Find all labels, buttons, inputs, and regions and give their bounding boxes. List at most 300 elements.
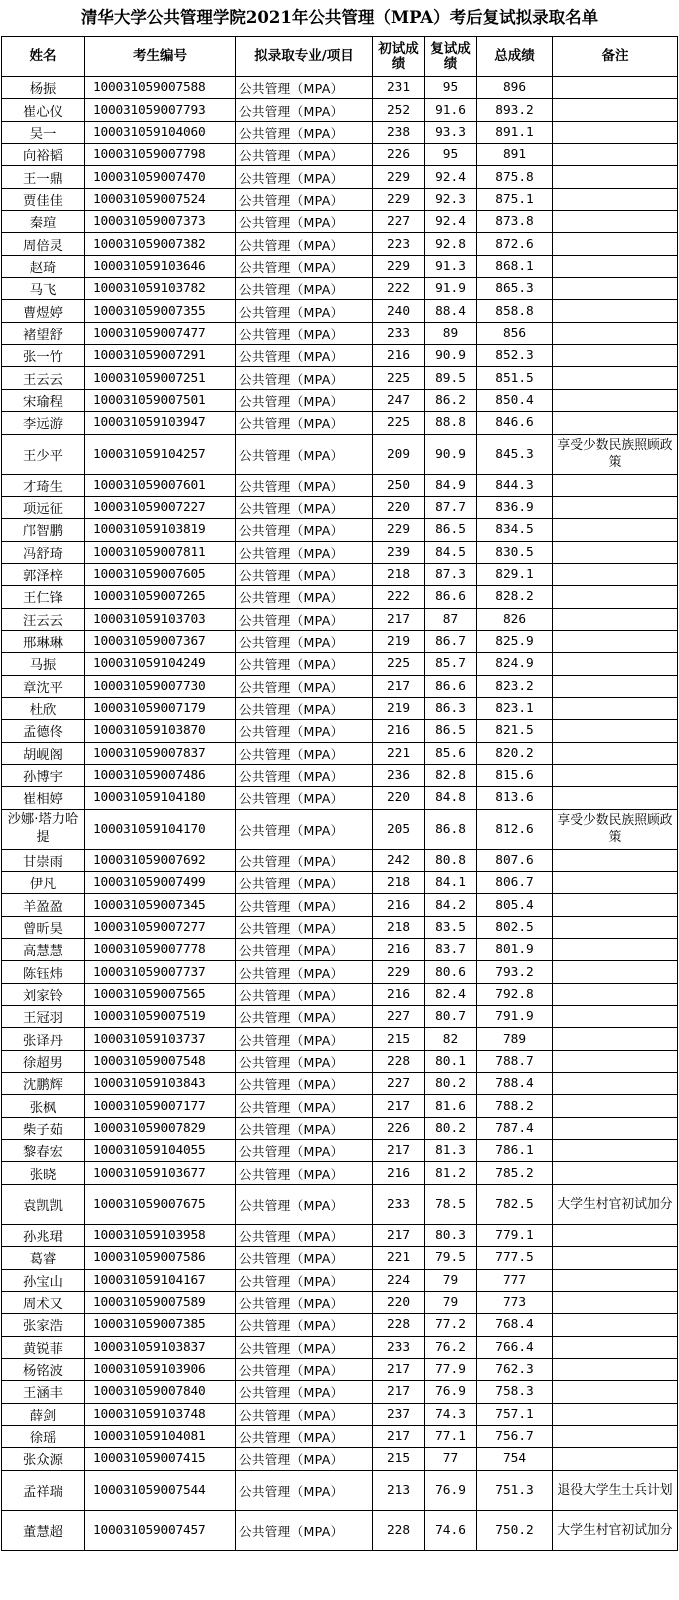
cell-note xyxy=(553,322,678,344)
cell-retest-score: 91.6 xyxy=(425,99,477,121)
table-header-row xyxy=(2,37,678,77)
cell-major: 公共管理（MPA） xyxy=(236,1291,373,1313)
cell-major: 公共管理（MPA） xyxy=(236,1028,373,1050)
cell-major: 公共管理（MPA） xyxy=(236,144,373,166)
cell-candidate-id: 100031059007548 xyxy=(85,1050,236,1072)
cell-note xyxy=(553,541,678,563)
cell-total-score: 829.1 xyxy=(477,563,553,585)
cell-prelim-score: 217 xyxy=(373,608,425,630)
cell-name: 郭泽梓 xyxy=(2,563,85,585)
cell-note xyxy=(553,1095,678,1117)
cell-candidate-id: 100031059103748 xyxy=(85,1403,236,1425)
cell-candidate-id: 100031059007499 xyxy=(85,872,236,894)
cell-major: 公共管理（MPA） xyxy=(236,1336,373,1358)
cell-note xyxy=(553,1448,678,1470)
cell-name: 杨振 xyxy=(2,77,85,99)
cell-major: 公共管理（MPA） xyxy=(236,764,373,786)
cell-name: 吴一 xyxy=(2,121,85,143)
cell-major: 公共管理（MPA） xyxy=(236,211,373,233)
table-row xyxy=(2,541,678,563)
cell-major: 公共管理（MPA） xyxy=(236,166,373,188)
cell-name: 张一竹 xyxy=(2,345,85,367)
cell-prelim-score: 229 xyxy=(373,166,425,188)
cell-major: 公共管理（MPA） xyxy=(236,1510,373,1550)
cell-prelim-score: 216 xyxy=(373,1162,425,1184)
cell-note xyxy=(553,1358,678,1380)
cell-candidate-id: 100031059007277 xyxy=(85,916,236,938)
cell-major: 公共管理（MPA） xyxy=(236,787,373,809)
table-row xyxy=(2,322,678,344)
cell-name: 董慧超 xyxy=(2,1510,85,1550)
cell-name: 孟祥瑞 xyxy=(2,1470,85,1510)
cell-name: 马飞 xyxy=(2,278,85,300)
cell-candidate-id: 100031059103737 xyxy=(85,1028,236,1050)
cell-prelim-score: 226 xyxy=(373,144,425,166)
cell-name: 黄锐菲 xyxy=(2,1336,85,1358)
cell-note xyxy=(553,1117,678,1139)
cell-note xyxy=(553,894,678,916)
cell-note xyxy=(553,653,678,675)
cell-major: 公共管理（MPA） xyxy=(236,389,373,411)
cell-candidate-id: 100031059007457 xyxy=(85,1510,236,1550)
cell-candidate-id: 100031059007837 xyxy=(85,742,236,764)
table-row xyxy=(2,434,678,474)
cell-name: 褚望舒 xyxy=(2,322,85,344)
cell-major: 公共管理（MPA） xyxy=(236,367,373,389)
cell-total-score: 791.9 xyxy=(477,1006,553,1028)
cell-total-score: 805.4 xyxy=(477,894,553,916)
cell-total-score: 792.8 xyxy=(477,983,553,1005)
cell-note xyxy=(553,1291,678,1313)
cell-retest-score: 76.9 xyxy=(425,1470,477,1510)
cell-name: 沈鹏辉 xyxy=(2,1073,85,1095)
cell-note xyxy=(553,720,678,742)
cell-retest-score: 87.7 xyxy=(425,496,477,518)
cell-total-score: 834.5 xyxy=(477,519,553,541)
cell-candidate-id: 100031059007605 xyxy=(85,563,236,585)
cell-total-score: 813.6 xyxy=(477,787,553,809)
cell-total-score: 868.1 xyxy=(477,255,553,277)
cell-retest-score: 93.3 xyxy=(425,121,477,143)
table-row xyxy=(2,519,678,541)
cell-prelim-score: 215 xyxy=(373,1028,425,1050)
cell-note xyxy=(553,1269,678,1291)
cell-prelim-score: 228 xyxy=(373,1510,425,1550)
cell-candidate-id: 100031059104167 xyxy=(85,1269,236,1291)
cell-note xyxy=(553,1314,678,1336)
cell-retest-score: 76.2 xyxy=(425,1336,477,1358)
cell-candidate-id: 100031059007355 xyxy=(85,300,236,322)
cell-prelim-score: 239 xyxy=(373,541,425,563)
cell-retest-score: 77.9 xyxy=(425,1358,477,1380)
table-row xyxy=(2,1140,678,1162)
cell-note: 享受少数民族照顾政策 xyxy=(553,434,678,474)
cell-note xyxy=(553,961,678,983)
cell-retest-score: 84.2 xyxy=(425,894,477,916)
cell-name: 邝智鹏 xyxy=(2,519,85,541)
cell-total-score: 756.7 xyxy=(477,1425,553,1447)
cell-total-score: 801.9 xyxy=(477,939,553,961)
cell-note xyxy=(553,1050,678,1072)
cell-total-score: 758.3 xyxy=(477,1381,553,1403)
cell-name: 王冠羽 xyxy=(2,1006,85,1028)
cell-name: 马振 xyxy=(2,653,85,675)
cell-name: 孙兆珺 xyxy=(2,1224,85,1246)
table-row xyxy=(2,188,678,210)
cell-name: 赵琦 xyxy=(2,255,85,277)
cell-total-score: 779.1 xyxy=(477,1224,553,1246)
cell-candidate-id: 100031059007730 xyxy=(85,675,236,697)
cell-major: 公共管理（MPA） xyxy=(236,345,373,367)
cell-retest-score: 78.5 xyxy=(425,1184,477,1224)
cell-total-score: 851.5 xyxy=(477,367,553,389)
table-row xyxy=(2,720,678,742)
table-row xyxy=(2,675,678,697)
cell-retest-score: 79 xyxy=(425,1291,477,1313)
cell-note xyxy=(553,278,678,300)
column-header-prelim: 初试成绩 xyxy=(373,37,425,77)
cell-name: 王云云 xyxy=(2,367,85,389)
cell-candidate-id: 100031059007486 xyxy=(85,764,236,786)
cell-candidate-id: 100031059104249 xyxy=(85,653,236,675)
cell-prelim-score: 250 xyxy=(373,474,425,496)
cell-prelim-score: 217 xyxy=(373,1358,425,1380)
cell-candidate-id: 100031059007382 xyxy=(85,233,236,255)
cell-prelim-score: 225 xyxy=(373,412,425,434)
cell-total-score: 785.2 xyxy=(477,1162,553,1184)
cell-prelim-score: 225 xyxy=(373,367,425,389)
cell-retest-score: 90.9 xyxy=(425,345,477,367)
cell-candidate-id: 100031059007177 xyxy=(85,1095,236,1117)
cell-name: 张众源 xyxy=(2,1448,85,1470)
cell-name: 张晓 xyxy=(2,1162,85,1184)
cell-retest-score: 95 xyxy=(425,144,477,166)
cell-major: 公共管理（MPA） xyxy=(236,675,373,697)
cell-prelim-score: 205 xyxy=(373,809,425,849)
cell-total-score: 750.2 xyxy=(477,1510,553,1550)
cell-prelim-score: 228 xyxy=(373,1314,425,1336)
cell-prelim-score: 219 xyxy=(373,630,425,652)
table-row xyxy=(2,653,678,675)
cell-note xyxy=(553,1247,678,1269)
cell-prelim-score: 215 xyxy=(373,1448,425,1470)
cell-candidate-id: 100031059007588 xyxy=(85,77,236,99)
cell-prelim-score: 240 xyxy=(373,300,425,322)
cell-major: 公共管理（MPA） xyxy=(236,939,373,961)
cell-prelim-score: 227 xyxy=(373,1006,425,1028)
cell-name: 秦瑄 xyxy=(2,211,85,233)
table-row xyxy=(2,1224,678,1246)
cell-major: 公共管理（MPA） xyxy=(236,121,373,143)
table-row xyxy=(2,1314,678,1336)
table-row xyxy=(2,939,678,961)
cell-candidate-id: 100031059007251 xyxy=(85,367,236,389)
cell-major: 公共管理（MPA） xyxy=(236,255,373,277)
cell-total-score: 846.6 xyxy=(477,412,553,434)
cell-note xyxy=(553,983,678,1005)
cell-major: 公共管理（MPA） xyxy=(236,653,373,675)
cell-candidate-id: 100031059104180 xyxy=(85,787,236,809)
cell-total-score: 893.2 xyxy=(477,99,553,121)
cell-retest-score: 82.8 xyxy=(425,764,477,786)
cell-total-score: 788.7 xyxy=(477,1050,553,1072)
cell-major: 公共管理（MPA） xyxy=(236,300,373,322)
table-row xyxy=(2,872,678,894)
cell-prelim-score: 247 xyxy=(373,389,425,411)
table-row xyxy=(2,608,678,630)
cell-major: 公共管理（MPA） xyxy=(236,1247,373,1269)
cell-major: 公共管理（MPA） xyxy=(236,99,373,121)
cell-major: 公共管理（MPA） xyxy=(236,1140,373,1162)
cell-name: 王少平 xyxy=(2,434,85,474)
cell-major: 公共管理（MPA） xyxy=(236,916,373,938)
cell-total-score: 777.5 xyxy=(477,1247,553,1269)
cell-candidate-id: 100031059104257 xyxy=(85,434,236,474)
cell-prelim-score: 252 xyxy=(373,99,425,121)
cell-name: 徐超男 xyxy=(2,1050,85,1072)
cell-total-score: 865.3 xyxy=(477,278,553,300)
table-row xyxy=(2,764,678,786)
table-row xyxy=(2,1162,678,1184)
cell-note xyxy=(553,916,678,938)
cell-name: 宋瑜程 xyxy=(2,389,85,411)
cell-note xyxy=(553,1336,678,1358)
cell-retest-score: 80.1 xyxy=(425,1050,477,1072)
cell-candidate-id: 100031059007692 xyxy=(85,849,236,871)
cell-total-score: 856 xyxy=(477,322,553,344)
cell-total-score: 852.3 xyxy=(477,345,553,367)
table-row xyxy=(2,211,678,233)
table-row xyxy=(2,144,678,166)
cell-name: 胡岘阁 xyxy=(2,742,85,764)
cell-note xyxy=(553,787,678,809)
cell-name: 曹煜婷 xyxy=(2,300,85,322)
cell-note xyxy=(553,519,678,541)
cell-retest-score: 86.5 xyxy=(425,720,477,742)
table-row xyxy=(2,916,678,938)
cell-candidate-id: 100031059103947 xyxy=(85,412,236,434)
cell-prelim-score: 216 xyxy=(373,983,425,1005)
cell-total-score: 782.5 xyxy=(477,1184,553,1224)
table-row xyxy=(2,697,678,719)
cell-candidate-id: 100031059104055 xyxy=(85,1140,236,1162)
cell-candidate-id: 100031059007227 xyxy=(85,496,236,518)
cell-total-score: 773 xyxy=(477,1291,553,1313)
cell-prelim-score: 223 xyxy=(373,233,425,255)
cell-retest-score: 83.7 xyxy=(425,939,477,961)
cell-retest-score: 86.6 xyxy=(425,586,477,608)
cell-candidate-id: 100031059007778 xyxy=(85,939,236,961)
cell-total-score: 788.2 xyxy=(477,1095,553,1117)
cell-major: 公共管理（MPA） xyxy=(236,849,373,871)
cell-prelim-score: 221 xyxy=(373,742,425,764)
table-row xyxy=(2,255,678,277)
table-row xyxy=(2,474,678,496)
table-row xyxy=(2,345,678,367)
cell-note xyxy=(553,1224,678,1246)
cell-retest-score: 86.5 xyxy=(425,519,477,541)
cell-total-score: 875.1 xyxy=(477,188,553,210)
cell-retest-score: 77 xyxy=(425,1448,477,1470)
cell-major: 公共管理（MPA） xyxy=(236,630,373,652)
cell-note xyxy=(553,1140,678,1162)
cell-name: 邢琳琳 xyxy=(2,630,85,652)
cell-note xyxy=(553,144,678,166)
cell-total-score: 766.4 xyxy=(477,1336,553,1358)
cell-retest-score: 80.6 xyxy=(425,961,477,983)
cell-note xyxy=(553,77,678,99)
cell-note xyxy=(553,608,678,630)
cell-candidate-id: 100031059007367 xyxy=(85,630,236,652)
table-row xyxy=(2,1028,678,1050)
cell-note xyxy=(553,697,678,719)
table-row xyxy=(2,1510,678,1550)
cell-note xyxy=(553,1425,678,1447)
cell-major: 公共管理（MPA） xyxy=(236,894,373,916)
cell-name: 崔心仪 xyxy=(2,99,85,121)
cell-total-score: 793.2 xyxy=(477,961,553,983)
cell-note: 大学生村官初试加分 xyxy=(553,1510,678,1550)
cell-candidate-id: 100031059103906 xyxy=(85,1358,236,1380)
cell-major: 公共管理（MPA） xyxy=(236,1470,373,1510)
table-row xyxy=(2,1184,678,1224)
cell-retest-score: 84.8 xyxy=(425,787,477,809)
cell-major: 公共管理（MPA） xyxy=(236,474,373,496)
cell-total-score: 787.4 xyxy=(477,1117,553,1139)
cell-total-score: 824.9 xyxy=(477,653,553,675)
cell-retest-score: 91.3 xyxy=(425,255,477,277)
cell-total-score: 788.4 xyxy=(477,1073,553,1095)
cell-prelim-score: 229 xyxy=(373,519,425,541)
table-row xyxy=(2,1336,678,1358)
cell-major: 公共管理（MPA） xyxy=(236,586,373,608)
cell-total-score: 830.5 xyxy=(477,541,553,563)
cell-name: 沙娜·塔力哈提 xyxy=(2,809,85,849)
table-row xyxy=(2,278,678,300)
cell-candidate-id: 100031059007470 xyxy=(85,166,236,188)
table-row xyxy=(2,1006,678,1028)
cell-note xyxy=(553,99,678,121)
cell-total-score: 762.3 xyxy=(477,1358,553,1380)
cell-name: 徐瑶 xyxy=(2,1425,85,1447)
cell-major: 公共管理（MPA） xyxy=(236,1006,373,1028)
cell-major: 公共管理（MPA） xyxy=(236,1403,373,1425)
cell-candidate-id: 100031059007501 xyxy=(85,389,236,411)
cell-name: 伊凡 xyxy=(2,872,85,894)
cell-name: 羊盈盈 xyxy=(2,894,85,916)
cell-note xyxy=(553,389,678,411)
cell-note xyxy=(553,675,678,697)
cell-note xyxy=(553,166,678,188)
table-row xyxy=(2,367,678,389)
cell-candidate-id: 100031059007565 xyxy=(85,983,236,1005)
cell-total-score: 786.1 xyxy=(477,1140,553,1162)
cell-major: 公共管理（MPA） xyxy=(236,1381,373,1403)
cell-name: 才琦生 xyxy=(2,474,85,496)
table-row xyxy=(2,1269,678,1291)
cell-total-score: 873.8 xyxy=(477,211,553,233)
cell-candidate-id: 100031059007589 xyxy=(85,1291,236,1313)
cell-prelim-score: 228 xyxy=(373,1050,425,1072)
cell-note xyxy=(553,1073,678,1095)
cell-name: 曾昕昊 xyxy=(2,916,85,938)
table-row xyxy=(2,166,678,188)
cell-prelim-score: 221 xyxy=(373,1247,425,1269)
cell-major: 公共管理（MPA） xyxy=(236,697,373,719)
cell-retest-score: 85.6 xyxy=(425,742,477,764)
cell-prelim-score: 216 xyxy=(373,939,425,961)
table-row xyxy=(2,586,678,608)
cell-candidate-id: 100031059007345 xyxy=(85,894,236,916)
cell-major: 公共管理（MPA） xyxy=(236,1358,373,1380)
cell-name: 杜欣 xyxy=(2,697,85,719)
cell-note xyxy=(553,474,678,496)
cell-candidate-id: 100031059007415 xyxy=(85,1448,236,1470)
cell-major: 公共管理（MPA） xyxy=(236,1095,373,1117)
cell-note xyxy=(553,233,678,255)
cell-name: 张枫 xyxy=(2,1095,85,1117)
cell-major: 公共管理（MPA） xyxy=(236,1184,373,1224)
cell-name: 甘崇雨 xyxy=(2,849,85,871)
table-row xyxy=(2,233,678,255)
cell-prelim-score: 231 xyxy=(373,77,425,99)
cell-retest-score: 86.8 xyxy=(425,809,477,849)
cell-name: 章沈平 xyxy=(2,675,85,697)
cell-candidate-id: 100031059104081 xyxy=(85,1425,236,1447)
cell-candidate-id: 100031059103958 xyxy=(85,1224,236,1246)
cell-name: 葛睿 xyxy=(2,1247,85,1269)
cell-candidate-id: 100031059103703 xyxy=(85,608,236,630)
cell-name: 孙宝山 xyxy=(2,1269,85,1291)
cell-name: 杨铭波 xyxy=(2,1358,85,1380)
cell-total-score: 891.1 xyxy=(477,121,553,143)
cell-prelim-score: 218 xyxy=(373,916,425,938)
cell-total-score: 850.4 xyxy=(477,389,553,411)
cell-note xyxy=(553,872,678,894)
cell-prelim-score: 218 xyxy=(373,563,425,585)
table-row xyxy=(2,1358,678,1380)
cell-candidate-id: 100031059007840 xyxy=(85,1381,236,1403)
cell-prelim-score: 220 xyxy=(373,787,425,809)
cell-prelim-score: 217 xyxy=(373,1425,425,1447)
cell-candidate-id: 100031059007737 xyxy=(85,961,236,983)
cell-retest-score: 80.7 xyxy=(425,1006,477,1028)
cell-name: 王一鼎 xyxy=(2,166,85,188)
cell-prelim-score: 226 xyxy=(373,1117,425,1139)
cell-retest-score: 88.4 xyxy=(425,300,477,322)
cell-retest-score: 86.6 xyxy=(425,675,477,697)
cell-prelim-score: 209 xyxy=(373,434,425,474)
cell-name: 李远游 xyxy=(2,412,85,434)
cell-total-score: 751.3 xyxy=(477,1470,553,1510)
cell-note xyxy=(553,849,678,871)
cell-retest-score: 92.4 xyxy=(425,211,477,233)
cell-prelim-score: 242 xyxy=(373,849,425,871)
cell-retest-score: 87 xyxy=(425,608,477,630)
cell-retest-score: 81.2 xyxy=(425,1162,477,1184)
table-row xyxy=(2,1291,678,1313)
table-row xyxy=(2,99,678,121)
cell-prelim-score: 229 xyxy=(373,961,425,983)
cell-candidate-id: 100031059007477 xyxy=(85,322,236,344)
cell-note xyxy=(553,1381,678,1403)
cell-note xyxy=(553,630,678,652)
cell-retest-score: 92.8 xyxy=(425,233,477,255)
cell-candidate-id: 100031059007793 xyxy=(85,99,236,121)
page-title: 清华大学公共管理学院2021年公共管理（MPA）考后复试拟录取名单 xyxy=(80,8,599,27)
cell-name: 崔相婷 xyxy=(2,787,85,809)
cell-candidate-id: 100031059104060 xyxy=(85,121,236,143)
